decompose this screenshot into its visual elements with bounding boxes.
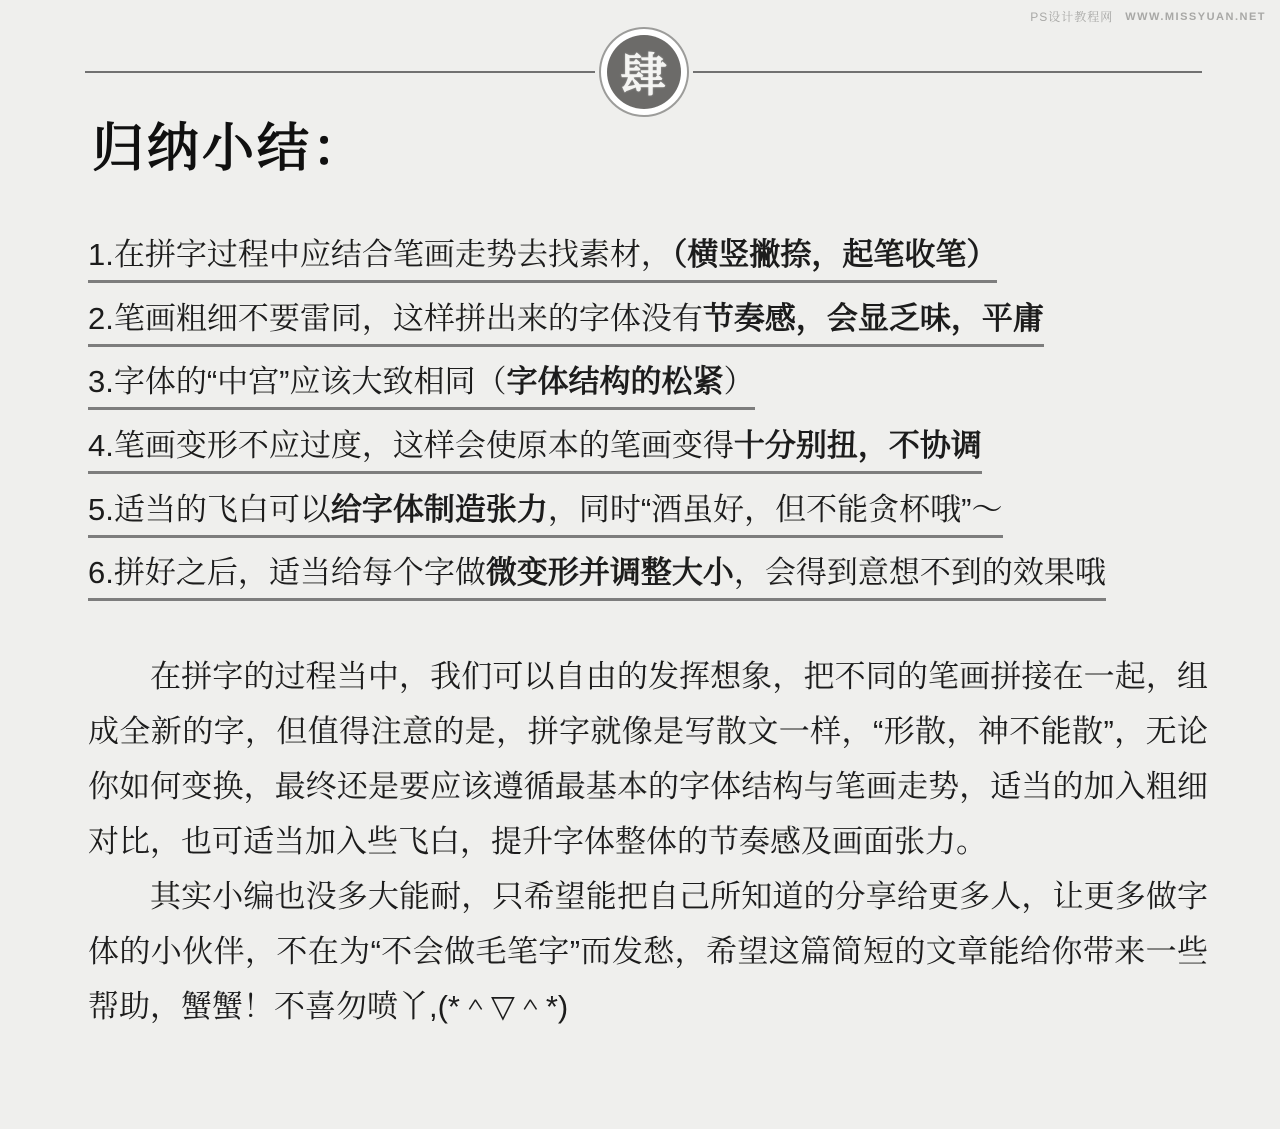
paragraph-2: 其实小编也没多大能耐，只希望能把自己所知道的分享给更多人，让更多做字体的小伙伴，不在为“不会做毛笔字”而发愁，希望这篇简短的文章能给你带来一些帮助，蟹蟹！不喜勿喷丫,(*＾▽＾*) bbox=[88, 878, 1208, 1024]
seal-character: 肆 bbox=[607, 35, 681, 109]
site-watermark bbox=[1030, 8, 1266, 25]
summary-item-2-text: 2.笔画粗细不要雷同，这样拼出来的字体没有节奏感，会显乏味，平庸 bbox=[88, 301, 1044, 347]
summary-item-3 bbox=[88, 364, 1208, 400]
summary-list bbox=[88, 237, 1208, 591]
summary-item-5 bbox=[88, 492, 1208, 528]
summary-item-4-text: 4.笔画变形不应过度，这样会使原本的笔画变得十分别扭，不协调 bbox=[88, 428, 982, 474]
main-content bbox=[88, 106, 1208, 1034]
summary-item-4 bbox=[88, 428, 1208, 464]
summary-item-1-text: 1.在拼字过程中应结合笔画走势去找素材，（横竖撇捺，起笔收笔） bbox=[88, 237, 997, 283]
summary-item-6 bbox=[88, 555, 1208, 591]
summary-item-6-text: 6.拼好之后，适当给每个字做微变形并调整大小，会得到意想不到的效果哦 bbox=[88, 555, 1106, 601]
page-title: 归纳小结： bbox=[92, 120, 368, 178]
summary-item-3-text: 3.字体的“中宫”应该大致相同（字体结构的松紧） bbox=[88, 364, 755, 410]
divider-line-right bbox=[693, 71, 1203, 73]
section-divider bbox=[85, 26, 1202, 118]
site-url: WWW.MISSYUAN.NET bbox=[1125, 10, 1266, 23]
summary-item-5-text: 5.适当的飞白可以给字体制造张力，同时“酒虽好，但不能贪杯哦”～ bbox=[88, 492, 1003, 538]
divider-line-left bbox=[85, 71, 595, 73]
summary-item-2 bbox=[88, 301, 1208, 337]
closing-paragraphs bbox=[88, 649, 1208, 1034]
section-seal bbox=[599, 27, 689, 117]
paragraph-1: 在拼字的过程当中，我们可以自由的发挥想象，把不同的笔画拼接在一起，组成全新的字，但值得注意的是，拼字就像是写散文一样，“形散，神不能散”，无论你如何变换，最终还是要应该遵循最基本的字体结构与笔画走势，适当的加入粗细对比，也可适当加入些飞白，提升字体整体的节奏感及画面张力。 bbox=[88, 658, 1208, 859]
site-name: PS设计教程网 bbox=[1030, 10, 1114, 24]
summary-item-1 bbox=[88, 237, 1208, 273]
